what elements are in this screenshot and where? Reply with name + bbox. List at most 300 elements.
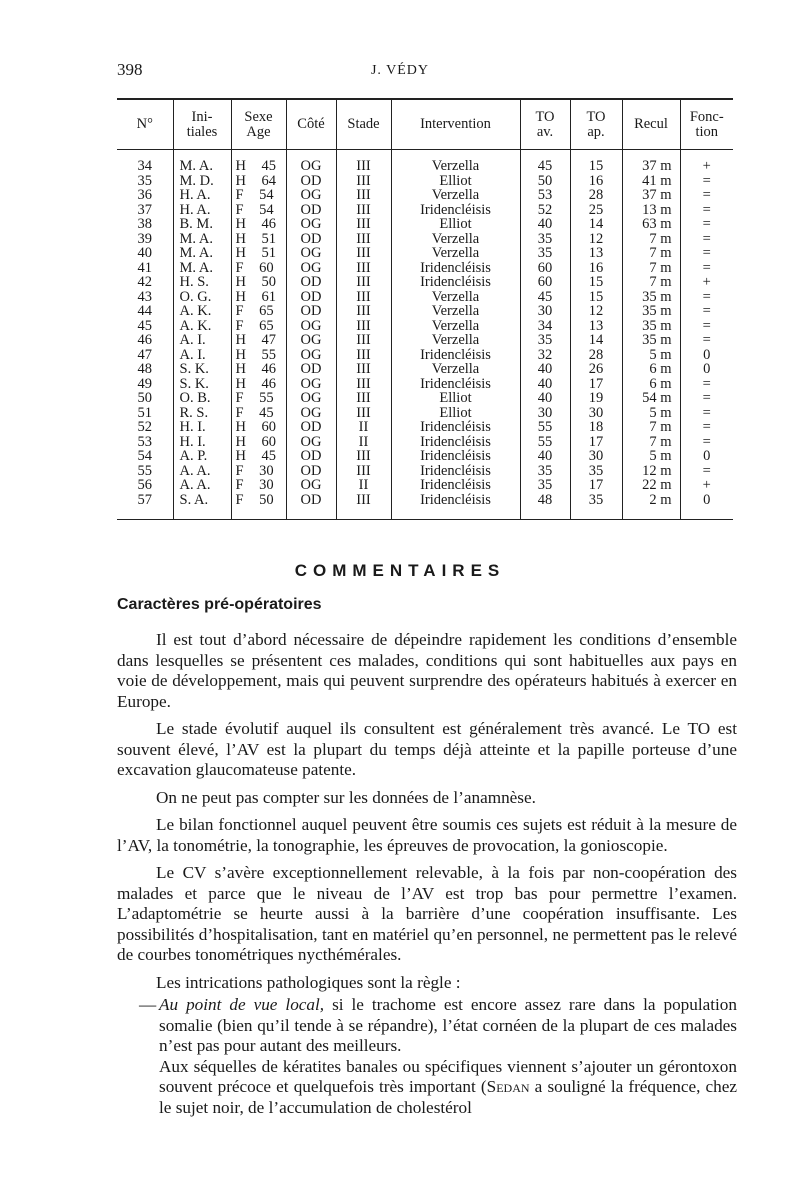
cell-sex-age	[231, 246, 286, 261]
cell-recul: 54 m	[622, 391, 680, 406]
cell-no: 39	[137, 230, 152, 247]
table-row	[117, 150, 733, 174]
cell-sex-age	[231, 478, 286, 493]
cell-sex-age	[231, 290, 286, 305]
cell-side: OG	[286, 319, 336, 334]
cell-stage: III	[336, 150, 391, 174]
cell-age: 61	[261, 288, 276, 305]
cell-to-ap: 17	[570, 377, 622, 392]
paragraph: Le CV s’avère exceptionnellement relevable, à la fois par non-coopération des malades et parce que le niveau de l’AV est trop bas pour permettre l’examen. L’adaptométrie se heurte aussi à la barrière d’une coopération insuffisante. Les possibilités d’hospitalisation, tant en matériel qu’en personnel, ne permettent pas le relevé de courbes tonométriques nycthémérales.	[117, 863, 737, 964]
cell-side: OD	[286, 275, 336, 290]
cell-age: 51	[261, 230, 276, 247]
cell-age: 50	[259, 491, 274, 508]
cell-intervention: Verzella	[391, 362, 520, 377]
table-row	[117, 304, 733, 319]
body-text	[117, 630, 737, 1118]
cell-sex-age	[231, 304, 286, 319]
table-row	[117, 348, 733, 363]
table-row	[117, 261, 733, 276]
cell-side: OD	[286, 304, 336, 319]
cell-side: OD	[286, 362, 336, 377]
cell-fonction: =	[680, 290, 733, 305]
cell-fonction: +	[680, 275, 733, 290]
cell-initials: H. I.	[173, 435, 231, 450]
table-row	[117, 449, 733, 464]
cell-to-av: 30	[520, 406, 570, 421]
cell-stage: III	[336, 333, 391, 348]
cell-to-av: 55	[520, 435, 570, 450]
cell-side: OG	[286, 188, 336, 203]
cell-age: 65	[259, 317, 274, 334]
cell-sex: H	[235, 433, 246, 450]
cell-fonction: 0	[680, 449, 733, 464]
cell-intervention: Iridencléisis	[391, 449, 520, 464]
cell-fonction: +	[680, 150, 733, 174]
cell-to-av: 40	[520, 362, 570, 377]
cell-no: 43	[137, 288, 152, 305]
table-row	[117, 275, 733, 290]
cell-recul: 7 m	[622, 275, 680, 290]
list-item-lead: Au point de vue local,	[159, 995, 325, 1014]
cell-recul: 6 m	[622, 362, 680, 377]
cell-age: 50	[261, 274, 276, 290]
cell-stage: III	[336, 449, 391, 464]
cell-recul: 35 m	[622, 304, 680, 319]
cell-sex: H	[235, 448, 246, 464]
cell-stage: III	[336, 188, 391, 203]
cell-intervention: Verzella	[391, 319, 520, 334]
header-to-av: TO av.	[520, 99, 570, 150]
cell-sex-age	[231, 275, 286, 290]
cell-to-ap: 15	[570, 150, 622, 174]
cell-sex: F	[235, 462, 244, 479]
cell-intervention: Elliot	[391, 406, 520, 421]
cell-to-ap: 14	[570, 217, 622, 232]
cell-sex: H	[235, 274, 246, 290]
cell-side: OG	[286, 478, 336, 493]
cell-stage: III	[336, 203, 391, 218]
table-row	[117, 377, 733, 392]
cell-intervention: Verzella	[391, 304, 520, 319]
cell-initials: O. G.	[173, 290, 231, 305]
cell-fonction: =	[680, 333, 733, 348]
cell-fonction: +	[680, 478, 733, 493]
cell-age: 54	[259, 187, 274, 203]
table-row	[117, 420, 733, 435]
cell-sex-age	[231, 174, 286, 189]
cell-side: OG	[286, 377, 336, 392]
cell-recul: 7 m	[622, 246, 680, 261]
cell-no: 45	[137, 317, 152, 334]
cell-initials: A. K.	[173, 319, 231, 334]
cell-intervention: Verzella	[391, 246, 520, 261]
cell-recul: 7 m	[622, 232, 680, 247]
table-row	[117, 478, 733, 493]
cell-sex-age	[231, 362, 286, 377]
cell-stage: III	[336, 217, 391, 232]
cell-intervention: Iridencléisis	[391, 493, 520, 520]
cell-intervention: Iridencléisis	[391, 420, 520, 435]
cell-stage: III	[336, 464, 391, 479]
cell-sex: H	[235, 216, 246, 232]
table-row	[117, 217, 733, 232]
cell-intervention: Iridencléisis	[391, 275, 520, 290]
cell-no: 53	[137, 433, 152, 450]
cell-sex: F	[235, 390, 244, 406]
cell-age: 47	[261, 332, 276, 348]
cell-to-av: 48	[520, 493, 570, 520]
paragraph: Les intrications pathologiques sont la règle :	[156, 972, 461, 992]
cell-intervention: Verzella	[391, 188, 520, 203]
cell-no: 46	[137, 332, 152, 348]
cell-side: OD	[286, 449, 336, 464]
cell-recul: 5 m	[622, 449, 680, 464]
cell-to-ap: 28	[570, 188, 622, 203]
cell-recul: 2 m	[622, 493, 680, 520]
cell-sex-age	[231, 391, 286, 406]
cell-sex: H	[235, 245, 246, 261]
cell-side: OD	[286, 464, 336, 479]
cell-to-ap: 30	[570, 449, 622, 464]
cell-age: 45	[259, 404, 274, 421]
cell-fonction: =	[680, 391, 733, 406]
cell-intervention: Iridencléisis	[391, 478, 520, 493]
cell-intervention: Iridencléisis	[391, 348, 520, 363]
cell-intervention: Verzella	[391, 290, 520, 305]
cell-initials: M. A.	[173, 261, 231, 276]
cell-stage: III	[336, 348, 391, 363]
cell-to-av: 40	[520, 377, 570, 392]
cell-recul: 13 m	[622, 203, 680, 218]
cell-no: 36	[137, 187, 152, 203]
cell-to-av: 40	[520, 449, 570, 464]
table-row	[117, 435, 733, 450]
cell-no: 49	[137, 375, 152, 392]
cell-to-ap: 13	[570, 319, 622, 334]
table-row	[117, 174, 733, 189]
cell-fonction: =	[680, 464, 733, 479]
cell-fonction: =	[680, 377, 733, 392]
cell-to-av: 55	[520, 420, 570, 435]
cell-to-ap: 30	[570, 406, 622, 421]
cell-to-ap: 35	[570, 464, 622, 479]
header-stage: Stade	[336, 99, 391, 150]
cell-age: 30	[259, 477, 274, 493]
cell-recul: 7 m	[622, 420, 680, 435]
cell-to-ap: 13	[570, 246, 622, 261]
header-intervention: Intervention	[391, 99, 520, 150]
cell-fonction: =	[680, 261, 733, 276]
cell-no: 57	[117, 493, 173, 520]
cell-sex-age	[231, 333, 286, 348]
cell-age: 60	[261, 419, 276, 435]
cell-sex-age	[231, 217, 286, 232]
cell-fonction: =	[680, 304, 733, 319]
cell-fonction: =	[680, 174, 733, 189]
cell-sex: H	[235, 419, 246, 435]
cell-recul: 35 m	[622, 333, 680, 348]
cell-intervention: Iridencléisis	[391, 464, 520, 479]
cell-sex: F	[235, 303, 244, 319]
cell-stage: II	[336, 420, 391, 435]
cell-age: 60	[259, 259, 274, 276]
cell-to-av: 35	[520, 232, 570, 247]
cell-to-av: 45	[520, 290, 570, 305]
cell-stage: III	[336, 319, 391, 334]
cell-side: OG	[286, 246, 336, 261]
cell-intervention: Elliot	[391, 217, 520, 232]
cell-initials: A. A.	[173, 464, 231, 479]
cell-to-av: 40	[520, 217, 570, 232]
cell-stage: III	[336, 377, 391, 392]
table-row	[117, 391, 733, 406]
cell-intervention: Verzella	[391, 232, 520, 247]
running-head: J. VÉDY	[370, 63, 430, 78]
cell-sex-age	[231, 420, 286, 435]
cell-sex-age	[231, 464, 286, 479]
cell-sex-age	[231, 435, 286, 450]
table-row	[117, 232, 733, 247]
cell-sex-age	[231, 232, 286, 247]
cell-sex: H	[235, 346, 246, 363]
cell-stage: III	[336, 304, 391, 319]
paragraph: Il est tout d’abord nécessaire de dépeindre rapidement les conditions d’ensemble dans lesquelles se présentent ces malades, conditions qui sont habituelles aux pays en voie de développement, mais qui peuvent surprendre des opérateurs habitués à exercer en Europe.	[117, 630, 737, 711]
cell-to-ap: 12	[570, 232, 622, 247]
header-recul: Recul	[622, 99, 680, 150]
cell-recul: 22 m	[622, 478, 680, 493]
cell-recul: 63 m	[622, 217, 680, 232]
cell-age: 60	[261, 433, 276, 450]
cell-initials: M. A.	[173, 232, 231, 247]
cell-side: OG	[286, 261, 336, 276]
header-fonction: Fonc- tion	[680, 99, 733, 150]
cell-to-av: 35	[520, 246, 570, 261]
cell-age: 46	[261, 361, 276, 377]
cell-sex: H	[235, 288, 246, 305]
cell-to-ap: 15	[570, 275, 622, 290]
list-item	[117, 995, 737, 1057]
table-row	[117, 464, 733, 479]
cell-stage: III	[336, 174, 391, 189]
cell-no: 48	[137, 361, 152, 377]
cell-recul: 41 m	[622, 174, 680, 189]
cell-intervention: Iridencléisis	[391, 261, 520, 276]
cell-side: OG	[286, 150, 336, 174]
list-item-continuation: Aux séquelles de kératites banales ou spécifiques viennent s’ajouter un gérontoxon souvent précoce et quelquefois très important (Sedan a souligné la fréquence, chez le sujet noir, de l’accumulation de cholestérol	[159, 1056, 738, 1117]
table-header-row	[117, 99, 733, 150]
table-row	[117, 319, 733, 334]
cell-side: OG	[286, 435, 336, 450]
cell-sex: F	[235, 404, 244, 421]
cell-stage: III	[336, 275, 391, 290]
cell-recul: 7 m	[622, 261, 680, 276]
cell-intervention: Iridencléisis	[391, 435, 520, 450]
table-row	[117, 333, 733, 348]
cell-to-av: 30	[520, 304, 570, 319]
cell-no: 44	[137, 303, 152, 319]
table-row	[117, 246, 733, 261]
cell-to-ap: 17	[570, 478, 622, 493]
cell-to-av: 40	[520, 391, 570, 406]
cell-age: 51	[261, 245, 276, 261]
list-item-text: Au point de vue local, si le trachome est encore assez rare dans la population somalie (bien qu’il tende à se répandre), l’état cornéen de la plupart de ces malades n’est pas pour autant des meilleurs.	[159, 995, 737, 1055]
cell-stage: III	[336, 493, 391, 520]
cell-sex-age	[231, 319, 286, 334]
cell-initials: A. I.	[173, 333, 231, 348]
cell-age: 30	[259, 462, 274, 479]
cell-to-ap: 26	[570, 362, 622, 377]
cell-no: 54	[137, 448, 152, 464]
cell-side: OD	[286, 203, 336, 218]
cell-age: 46	[261, 216, 276, 232]
cell-initials: H. S.	[173, 275, 231, 290]
cell-fonction: =	[680, 406, 733, 421]
cell-to-ap: 19	[570, 391, 622, 406]
cell-sex: H	[235, 172, 246, 189]
cell-to-av: 32	[520, 348, 570, 363]
cell-fonction: 0	[680, 348, 733, 363]
cell-stage: III	[336, 261, 391, 276]
cell-intervention: Iridencléisis	[391, 203, 520, 218]
cell-sex-age	[231, 449, 286, 464]
table-row	[117, 188, 733, 203]
cell-fonction: =	[680, 420, 733, 435]
cell-sex: H	[235, 158, 246, 174]
cell-initials: A. A.	[173, 478, 231, 493]
paragraph: Le bilan fonctionnel auquel peuvent être soumis ces sujets est réduit à la mesure de l’AV, la tonométrie, la tonographie, les épreuves de provocation, la gonioscopie.	[117, 815, 737, 855]
paragraph: Le stade évolutif auquel ils consultent est généralement très avancé. Le TO est souvent élevé, l’AV est la plupart du temps déjà atteinte et la papille porteuse d’une excavation glaucomateuse patente.	[117, 719, 737, 779]
cell-sex: H	[235, 230, 246, 247]
cell-recul: 12 m	[622, 464, 680, 479]
cell-side: OG	[286, 217, 336, 232]
cell-side: OD	[286, 174, 336, 189]
cell-sex: H	[235, 361, 246, 377]
cell-initials: S. K.	[173, 377, 231, 392]
cell-no: 37	[137, 201, 152, 218]
cell-to-ap: 15	[570, 290, 622, 305]
cell-sex: F	[235, 477, 244, 493]
cell-recul: 37 m	[622, 150, 680, 174]
cell-to-av: 45	[520, 150, 570, 174]
cell-no: 41	[137, 259, 152, 276]
cell-side: OG	[286, 391, 336, 406]
cell-no: 35	[137, 172, 152, 189]
header-no: N°	[117, 99, 173, 150]
cell-no: 56	[137, 477, 152, 493]
cell-sex: H	[235, 332, 246, 348]
cell-age: 64	[261, 172, 276, 189]
cell-recul: 7 m	[622, 435, 680, 450]
cell-initials: A. I.	[173, 348, 231, 363]
cell-to-av: 34	[520, 319, 570, 334]
cell-intervention: Verzella	[391, 333, 520, 348]
cell-fonction: 0	[680, 493, 733, 520]
cell-to-av: 52	[520, 203, 570, 218]
cell-no: 34	[137, 158, 152, 174]
cell-sex-age	[231, 188, 286, 203]
cell-fonction: =	[680, 203, 733, 218]
cell-recul: 6 m	[622, 377, 680, 392]
cell-stage: III	[336, 232, 391, 247]
list-dash: —	[139, 995, 157, 1014]
cell-stage: II	[336, 435, 391, 450]
subsection-title: Caractères pré-opératoires	[117, 596, 322, 613]
cell-age: 65	[259, 303, 274, 319]
cell-sex-age	[231, 203, 286, 218]
cell-age: 45	[261, 158, 276, 174]
header-side: Côté	[286, 99, 336, 150]
cell-no: 40	[137, 245, 152, 261]
cell-to-av: 60	[520, 275, 570, 290]
cell-recul: 5 m	[622, 348, 680, 363]
cell-sex: H	[235, 375, 246, 392]
cell-age: 46	[261, 375, 276, 392]
cell-initials: S. A.	[173, 493, 231, 520]
section-title: COMMENTAIRES	[294, 561, 506, 580]
cell-no: 42	[137, 274, 152, 290]
cell-no: 50	[137, 390, 152, 406]
cell-fonction: =	[680, 217, 733, 232]
cell-initials: M. A.	[173, 150, 231, 174]
cell-fonction: =	[680, 435, 733, 450]
cell-stage: III	[336, 391, 391, 406]
cell-initials: A. P.	[173, 449, 231, 464]
cell-initials: H. A.	[173, 188, 231, 203]
cell-sex-age	[231, 377, 286, 392]
cell-age: 54	[259, 201, 274, 218]
cell-initials: O. B.	[173, 391, 231, 406]
cell-fonction: =	[680, 188, 733, 203]
cell-stage: III	[336, 362, 391, 377]
cell-side: OG	[286, 333, 336, 348]
page-number: 398	[117, 60, 143, 79]
cell-side: OD	[286, 493, 336, 520]
cell-to-ap: 16	[570, 174, 622, 189]
cell-initials: B. M.	[173, 217, 231, 232]
cell-to-ap: 25	[570, 203, 622, 218]
cell-intervention: Iridencléisis	[391, 377, 520, 392]
cell-stage: III	[336, 246, 391, 261]
cell-initials: S. K.	[173, 362, 231, 377]
cell-fonction: =	[680, 246, 733, 261]
cell-to-ap: 14	[570, 333, 622, 348]
cell-to-ap: 35	[570, 493, 622, 520]
cell-recul: 5 m	[622, 406, 680, 421]
table-row	[117, 493, 733, 520]
cell-initials: H. A.	[173, 203, 231, 218]
paragraph: On ne peut pas compter sur les données de l’anamnèse.	[156, 787, 536, 807]
cell-initials: M. D.	[173, 174, 231, 189]
cell-age: 45	[261, 448, 276, 464]
cell-no: 38	[137, 216, 152, 232]
cell-no: 55	[137, 462, 152, 479]
cell-fonction: =	[680, 232, 733, 247]
table-row	[117, 406, 733, 421]
cell-to-ap: 17	[570, 435, 622, 450]
cell-intervention: Verzella	[391, 150, 520, 174]
cell-to-av: 35	[520, 464, 570, 479]
cell-intervention: Elliot	[391, 391, 520, 406]
cell-side: OG	[286, 348, 336, 363]
cell-sex-age	[231, 406, 286, 421]
cell-initials: M. A.	[173, 246, 231, 261]
cell-side: OD	[286, 290, 336, 305]
cell-sex: F	[235, 317, 244, 334]
header-initials: Ini- tiales	[173, 99, 231, 150]
cell-sex-age	[231, 493, 286, 520]
cell-sex-age	[231, 261, 286, 276]
cell-no: 47	[137, 346, 152, 363]
